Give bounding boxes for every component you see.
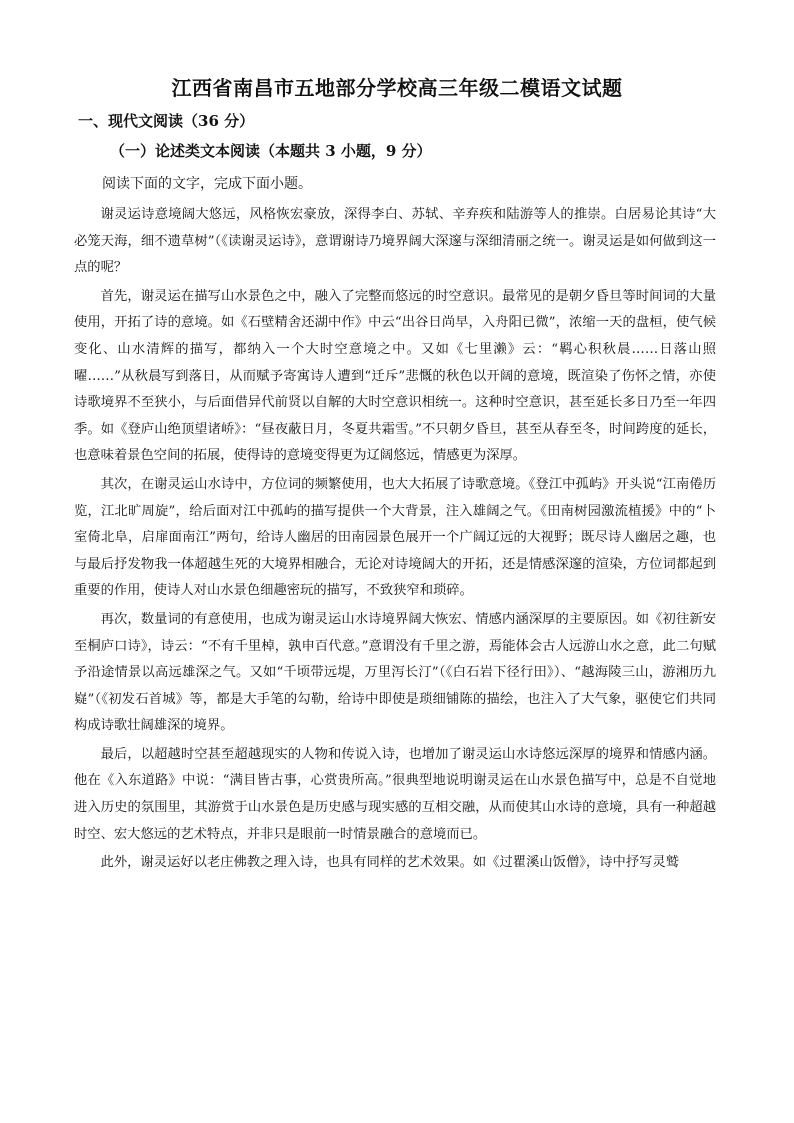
article-paragraph: 最后，以超越时空甚至超越现实的人物和传说入诗，也增加了谢灵运山水诗悠远深厚的境界和情感内涵。他在《入东道路》中说：“满目皆古事，心赏贵所高。”很典型地说明谢灵运在山水景色描写中，总是不自觉地进入历史的氛围里，其游赏于山水景色是历史感与现实感的互相交融，从而使其山水诗的意境，具有一种超越时空、宏大悠远的艺术特点，并非只是眼前一时情景融合的意境而已。: [74, 746, 716, 842]
article-paragraph: 首先，谢灵运在描写山水景色之中，融入了完整而悠远的时空意识。最常见的是朝夕昏旦等时间词的大量使用，开拓了诗的意境。如《石壁精舍还湖中作》中云“出谷日尚早，入舟阳已微”，浓缩一天的盘桓，使气候变化、山水清辉的描写，都纳入一个大时空意境之中。又如《七里濑》云：“羁心积秋晨……日落山照曜……”从秋晨写到落日，从而赋予寄寓诗人遭到“迁斥”悲慨的秋色以开阔的意境，既渲染了伤怀之情，亦使诗歌境界不至狭小，与后面借异代前贤以自解的大时空意识相统一。这种时空意识，甚至延长多日乃至一年四季。如《登庐山绝顶望诸峤》：“昼夜蔽日月，冬夏共霜雪。”不只朝夕昏旦，甚至从春至冬，时间跨度的延长，也意味着景色空间的拓展，使得诗的意境变得更为辽阔悠远，情感更为深厚。: [74, 288, 716, 464]
reading-instruction: 阅读下面的文字，完成下面小题。: [102, 176, 312, 192]
subsection-heading: （一）论述类文本阅读（本题共 3 小题，9 分）: [110, 142, 432, 160]
document-title: 江西省南昌市五地部分学校高三年级二模语文试题: [171, 76, 623, 100]
article-paragraph: 谢灵运诗意境阔大悠远，风格恢宏豪放，深得李白、苏轼、辛弃疾和陆游等人的推崇。白居易论其诗“大必笼天海，细不遗草树”（《读谢灵运诗》，意谓谢诗乃境界阔大深邃与深细清丽之统一。谢灵运是如何做到这一点的呢？: [74, 207, 716, 276]
section-heading: 一、现代文阅读（36 分）: [78, 112, 255, 130]
article-body: [74, 202, 716, 879]
article-paragraph: 其次，在谢灵运山水诗中，方位词的频繁使用，也大大拓展了诗歌意境。《登江中孤屿》开头说“江南倦历览，江北旷周旋”，给后面对江中孤屿的描写提供一个大背景，注入雄阔之气。《田南树园激流植援》中的“卜室倚北阜，启扉面南江”两句，给诗人幽居的田南园景色展开一个广阔辽远的大视野；既尽诗人幽居之趣，也与最后抒发物我一体超越生死的大境界相融合，无论对诗境阔大的开拓，还是情感深邃的渲染，方位词都起到重要的作用，使诗人对山水景色细趣密玩的描写，不致狭窄和琐碎。: [74, 476, 716, 599]
article-paragraph: 再次，数量词的有意使用，也成为谢灵运山水诗境界阔大恢宏、情感内涵深厚的主要原因。如《初往新安至桐庐口诗》，诗云：“不有千里棹，孰申百代意。”意谓没有千里之游，焉能体会古人远游山水之意，此二句赋予沿途情景以高远雄深之气。又如“千顷带远堤，万里泻长汀”（《白石岩下径行田》）、“越海陵三山，游湘历九嶷”（《初发石首城》等，都是大手笔的勾勒，给诗中即使是琐细铺陈的描绘，也注入了大气象，驱使它们共同构成诗歌壮阔雄深的境界。: [74, 611, 716, 734]
article-paragraph: 此外，谢灵运好以老庄佛教之理入诗，也具有同样的艺术效果。如《过瞿溪山饭僧》，诗中抒写灵鹫: [100, 855, 680, 871]
